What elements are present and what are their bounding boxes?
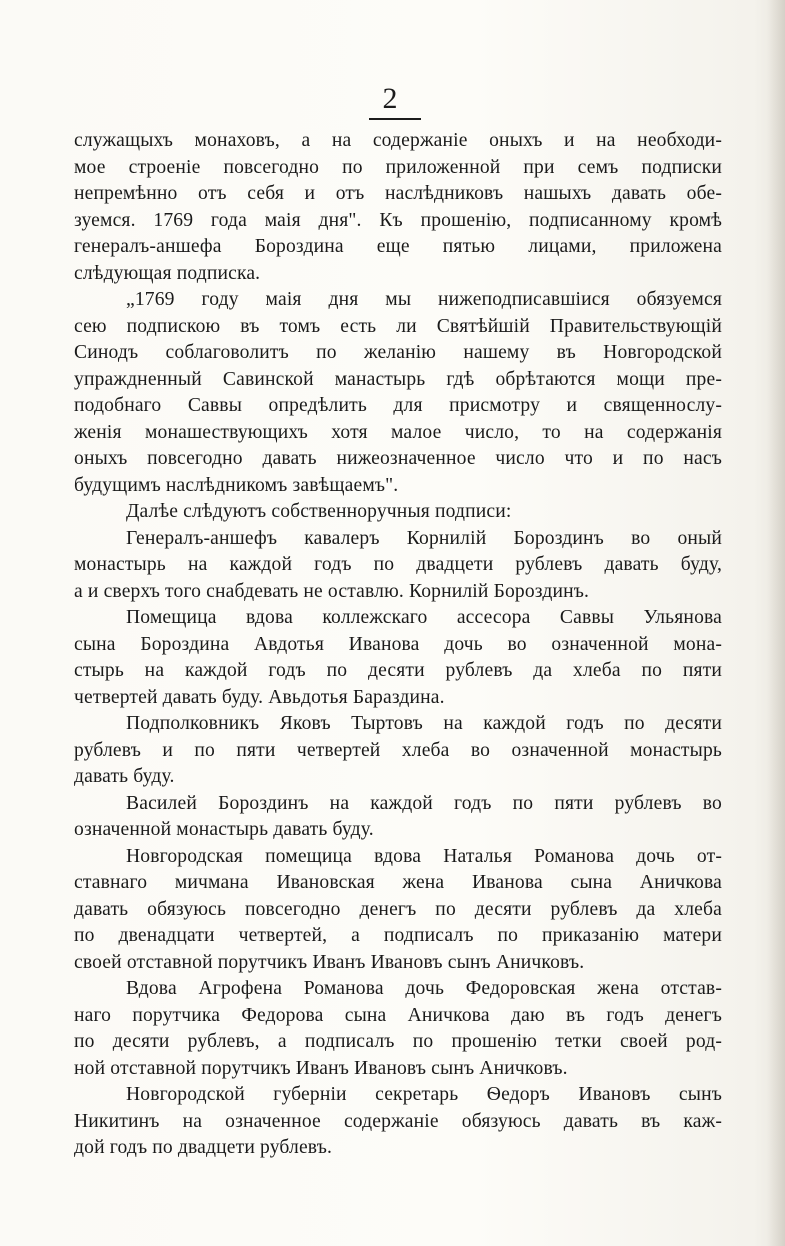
text-line: Далѣе слѣдуютъ собственноручныя подписи: xyxy=(126,501,512,522)
text-line: Синодъ соблаговолитъ по желанію нашему въ Новгородской xyxy=(74,342,722,363)
paragraph xyxy=(74,844,722,977)
text-line: давать буду. xyxy=(74,766,175,787)
text-line: Никитинъ на означенное содержаніе обязуюсь давать въ каж- xyxy=(74,1110,722,1132)
page-number: 2 xyxy=(382,82,398,115)
text-line: дой годъ по двадцети рублевъ. xyxy=(74,1137,333,1158)
text-line: подобнаго Саввы опредѣлить для присмотру и священнослу- xyxy=(74,395,722,416)
paragraph xyxy=(74,128,722,287)
paragraph xyxy=(74,791,722,844)
text-line: означенной монастырь давать буду. xyxy=(74,819,374,840)
text-line: Новгородской губерніи секретарь Ѳедоръ Ивановъ сынъ xyxy=(126,1084,722,1105)
text-line: мое строеніе повсегодно по приложенной при семъ подписки xyxy=(74,156,722,178)
text-line: непремѣнно отъ себя и отъ наслѣдниковъ нашыхъ давать обе- xyxy=(74,183,722,204)
text-line: зуемся. 1769 года маія дня". Къ прошенію, подписанному кромѣ xyxy=(74,209,722,231)
text-line: по десяти рублевъ, а подписалъ по прошенію тетки своей род- xyxy=(74,1031,722,1052)
text-line: служащыхъ монаховъ, а на содержаніе оныхъ и на необходи- xyxy=(74,130,722,151)
text-line: Подполковникъ Яковъ Тыртовъ на каждой годъ по десяти xyxy=(126,713,722,734)
page-edge-shadow xyxy=(767,0,785,1246)
text-line: „1769 году маія дня мы нижеподписавшіися обязуемся xyxy=(126,289,722,310)
text-line: женія монашествующихъ хотя малое число, то на содержанія xyxy=(74,421,722,443)
text-line: по двенадцати четвертей, а подписалъ по приказанію матери xyxy=(74,925,722,946)
text-line: сына Бороздина Авдотья Иванова дочь во означенной мона- xyxy=(74,633,722,655)
paragraph xyxy=(74,711,722,791)
text-line: давать обязуюсь повсегодно денегъ по десяти рублевъ да хлеба xyxy=(74,898,722,920)
text-line: генералъ-аншефа Бороздина еще пятью лицами, приложена xyxy=(74,236,722,257)
paragraph xyxy=(74,605,722,711)
text-line: своей отставной порутчикъ Иванъ Ивановъ сынъ Аничковъ. xyxy=(74,951,585,973)
paragraph xyxy=(74,499,722,526)
paragraph xyxy=(74,976,722,1082)
text-line: оныхъ повсегодно давать нижеозначенное число что и по насъ xyxy=(74,448,722,469)
text-line: сею подпискою въ томъ есть ли Святѣйшій Правительствующій xyxy=(74,315,722,337)
text-line: упраждненный Савинской манастырь гдѣ обрѣтаются мощи пре- xyxy=(74,368,722,390)
paragraph xyxy=(74,526,722,606)
text-line: стырь на каждой годъ по десяти рублевъ да хлеба по пяти xyxy=(74,660,722,681)
text-line: монастырь на каждой годъ по двадцети рублевъ давать буду, xyxy=(74,554,722,575)
text-line: четвертей давать буду. Авьдотья Бараздина. xyxy=(74,686,445,708)
text-line: Помещица вдова коллежскаго ассесора Саввы Ульянова xyxy=(126,607,722,628)
text-line: Вдова Агрофена Романова дочь Федоровская жена отстав- xyxy=(126,978,722,999)
paragraph xyxy=(74,287,722,499)
text-line: Василей Бороздинъ на каждой годъ по пяти рублевъ во xyxy=(126,792,722,814)
text-line: Генералъ-аншефъ кавалеръ Корнилій Бороздинъ во оный xyxy=(126,527,722,549)
text-line: рублевъ и по пяти четвертей хлеба во означенной монастырь xyxy=(74,739,722,761)
text-line: Новгородская помещица вдова Наталья Романова дочь от- xyxy=(126,845,722,867)
text-line: а и сверхъ того снабдевать не оставлю. Корнилій Бороздинъ. xyxy=(74,580,590,602)
page-number-underline xyxy=(369,118,421,120)
text-line: наго порутчика Федорова сына Аничкова даю въ годъ денегъ xyxy=(74,1004,722,1026)
body-text xyxy=(74,128,722,1162)
paragraph xyxy=(74,1082,722,1162)
text-line: ставнаго мичмана Ивановская жена Иванова сына Аничкова xyxy=(74,872,722,893)
text-line: слѣдующая подписка. xyxy=(74,262,261,284)
text-line: ной отставной порутчикъ Иванъ Ивановъ сынъ Аничковъ. xyxy=(74,1057,568,1079)
text-line: будущимъ наслѣдникомъ завѣщаемъ". xyxy=(74,474,399,496)
